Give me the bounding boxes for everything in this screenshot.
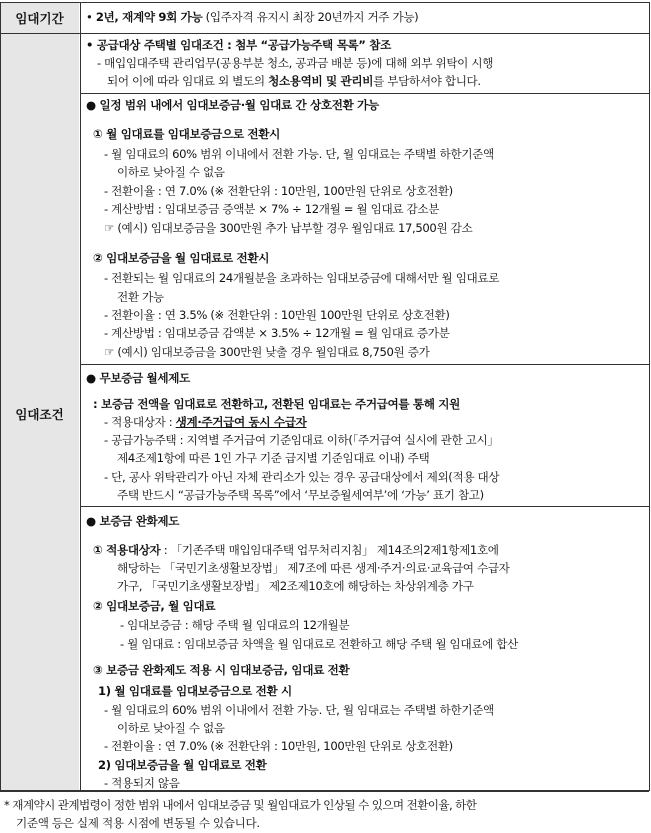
s4-c1a: ① 적용대상자 : 「기존주택 매입임대주택 업무처리지침」 제14조의2제1항제1호에 <box>93 543 499 557</box>
s3-l1: - 적용대상자 : 생계·주거급여 동시 수급자 <box>104 415 307 429</box>
s4-c3-1a: - 월 임대료의 60% 범위 이내에서 전환 가능. 단, 월 임대료는 주택별 하한기준액 <box>104 703 494 717</box>
row-divider-period <box>0 33 649 34</box>
s2-b1: - 전환되는 월 임대료의 24개월분을 초과하는 임대보증금에 대해서만 월 임대료로 <box>104 271 500 285</box>
bullet: • <box>86 10 93 24</box>
table-bottom-border <box>0 790 649 792</box>
s4-c3-1: 1) 월 임대료를 임대보증금으로 전환 시 <box>98 684 292 698</box>
s2-a-title: ① 월 임대료를 임대보증금으로 전환시 <box>93 127 280 141</box>
table-left-border <box>0 2 1 791</box>
s4-c3-1c: - 전환이율 : 연 7.0% (※ 전환단위 : 10만원, 100만원 단위로 상호전환) <box>104 739 453 753</box>
s4-c1c: 가구, 「국민기초생활보장법」 제2조제10호에 해당하는 차상위계층 가구 <box>117 579 474 593</box>
s4-c3-2a: - 적용되지 않음 <box>104 776 180 790</box>
s3-l3: - 단, 공사 위탁관리가 아닌 자체 관리소가 있는 경우 공급대상에서 제외(적용 대상 <box>104 470 500 484</box>
s3-sub: : 보증금 전액을 임대료로 전환하고, 전환된 임대료는 주거급여를 통해 지원 <box>93 397 461 411</box>
table-top-border <box>0 2 649 3</box>
s2-b4: ☞ (예시) 임대보증금을 300만원 낮출 경우 월임대료 8,750원 증가 <box>104 345 430 359</box>
s3-l2: - 공급가능주택 : 지역별 주거급여 기준임대료 이하(「주거급여 실시에 관한 고시」 <box>104 433 499 447</box>
s4-c1b: 해당하는 「국민기초생활보장법」 제7조에 따른 생계·주거·의료·교육급여 수급자 <box>117 561 510 575</box>
s4-c3-1b: 이하로 낮아질 수 없음 <box>117 721 225 735</box>
s2-b2: - 전환이율 : 연 3.5% (※ 전환단위 : 10만원 100만원 단위로 상호전환) <box>104 308 450 322</box>
table-right-border <box>649 2 650 791</box>
s1-title: • 공급대상 주택별 임대조건 : 첨부 “공급가능주택 목록” 참조 <box>86 38 391 52</box>
s1-line1: - 매입임대주택 관리업무(공용부분 청소, 공과금 배분 등)에 대해 외부 위탁이 시행 <box>97 56 494 70</box>
s2-a4: ☞ (예시) 임대보증금을 300만원 추가 납부할 경우 월임대료 17,500원 감소 <box>104 221 473 235</box>
label-period: 임대기간 <box>15 11 64 26</box>
s4-c2b: - 월 임대료 : 임대보증금 차액을 월 임대료로 전환하고 해당 주택 월 임대료에 합산 <box>120 637 518 651</box>
bullet: • <box>86 38 94 52</box>
label-conditions: 임대조건 <box>15 407 64 422</box>
s3-l2b: 제4조제1항에 따른 1인 가구 기준 급지별 기준임대료 이내) 주택 <box>117 451 430 465</box>
s4-c3-title: ③ 보증금 완화제도 적용 시 임대보증금, 임대료 전환 <box>93 663 350 677</box>
s2-a1b: 이하로 낮아질 수 없음 <box>117 165 225 179</box>
s2-a1: - 월 임대료의 60% 범위 이내에서 전환 가능. 단, 월 임대료는 주택별 하한기준액 <box>104 147 494 161</box>
bullet: ● <box>86 371 96 385</box>
label-column-bg <box>1 2 79 790</box>
s4-c2a: - 임대보증금 : 해당 주택 월 임대료의 12개월분 <box>120 618 350 632</box>
bullet: ● <box>86 514 96 528</box>
s2-a2: - 전환이율 : 연 7.0% (※ 전환단위 : 10만원, 100만원 단위로 상호전환) <box>104 184 453 198</box>
row-divider-s3 <box>80 506 649 507</box>
bullet: ● <box>86 98 96 112</box>
s4-c2-title: ② 임대보증금, 월 임대료 <box>93 599 216 613</box>
period-note: (입주자격 유지시 최장 20년까지 거주 가능) <box>202 10 419 24</box>
s1-line2: 되어 이에 따라 임대료 외 별도의 청소용역비 및 관리비를 부담하셔야 합니다. <box>107 74 481 88</box>
s2-a3: - 계산방법 : 임대보증금 증액분 × 7% ÷ 12개월 = 월 임대료 감소분 <box>104 202 440 216</box>
row-divider-s2 <box>80 364 649 365</box>
row-divider-s1 <box>80 93 649 94</box>
s3-title: ● 무보증금 월세제도 <box>86 371 190 385</box>
s2-b1b: 전환 가능 <box>117 290 164 304</box>
period-row <box>86 9 418 25</box>
s2-b-title: ② 임대보증금을 월 임대료로 전환시 <box>93 251 270 265</box>
s2-title: ● 일정 범위 내에서 임대보증금·월 임대료 간 상호전환 가능 <box>86 98 379 112</box>
s4-c3-2: 2) 임대보증금을 월 임대료로 전환 <box>98 758 267 772</box>
s4-title: ● 보증금 완화제도 <box>86 514 180 528</box>
footnote-line1: * 재계약시 관계법령이 정한 범위 내에서 임대보증금 및 월임대료가 인상될 수 있으며 전환이율, 하한 <box>4 798 477 812</box>
s3-l3b: 주택 반드시 “공급가능주택 목록”에서 ‘무보증월세여부’에 ‘가능’ 표기 참고) <box>117 488 484 502</box>
footnote-line2: 기준액 등은 실제 적용 시점에 변동될 수 있습니다. <box>16 816 260 830</box>
s2-b3: - 계산방법 : 임대보증금 감액분 × 3.5% ÷ 12개월 = 월 임대료 증가분 <box>104 326 450 340</box>
label-column-divider <box>80 2 81 791</box>
period-main: 2년, 재계약 9회 가능 <box>95 10 203 24</box>
